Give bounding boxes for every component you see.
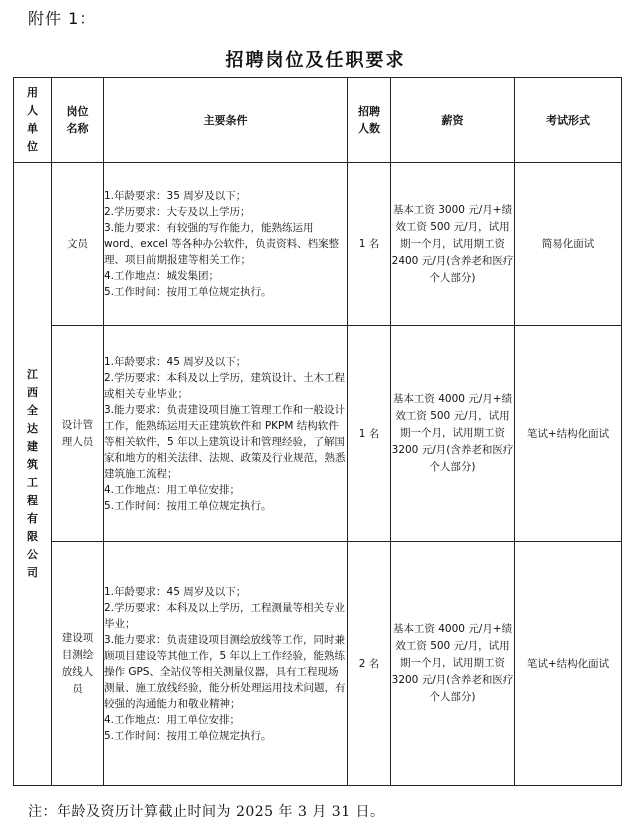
salary: 基本工资 4000 元/月+绩效工资 500 元/月，试用期一个月，试用期工资 3200 元/月(含养老和医疗个人部分) [391, 542, 515, 786]
headcount: 2 名 [348, 542, 391, 786]
header-row [14, 78, 622, 163]
requirement-line: 5.工作时间：按用工单位规定执行。 [104, 729, 272, 742]
footnote: 注：年龄及资历计算截止时间为 2025 年 3 月 31 日。 [28, 804, 385, 820]
requirement-line: 2.学历要求：大专及以上学历； [104, 206, 251, 218]
salary: 基本工资 4000 元/月+绩效工资 500 元/月，试用期一个月，试用期工资 3200 元/月(含养老和医疗个人部分) [391, 326, 515, 542]
requirement-line: 5.工作时间：按用工单位规定执行。 [104, 286, 272, 298]
requirements-cell [104, 326, 348, 542]
header-headcount [348, 78, 391, 163]
exam-format: 笔试+结构化面试 [515, 326, 622, 542]
recruitment-table [13, 77, 622, 786]
requirement-line: 4.工作地点：用工单位安排； [104, 483, 241, 496]
headcount: 1 名 [348, 163, 391, 326]
header-exam: 考试形式 [515, 78, 622, 163]
exam-format: 简易化面试 [515, 163, 622, 326]
requirement-line: 3.能力要求：负责建设项目施工管理工作和一般设计工作，能熟练运用天正建筑软件和 PKPM 结构软件等相关软件，5 年以上建筑设计和管理经验，了解国家和地方的相关法律、法规、政策及行业规范，熟悉建筑施工流程； [104, 403, 346, 480]
requirements-cell [104, 163, 348, 326]
requirement-line: 4.工作地点：用工单位安排； [104, 713, 241, 726]
requirement-line: 4.工作地点：城发集团； [104, 270, 220, 282]
requirements-cell [104, 542, 348, 786]
requirement-line: 1.年龄要求：45 周岁及以下； [104, 355, 247, 368]
position-name: 设计管理人员 [52, 326, 104, 542]
company-name: 江 西 全 达 建 筑 工 程 有 限 公 司 [27, 368, 38, 579]
exam-format: 笔试+结构化面试 [515, 542, 622, 786]
header-headcount-text: 招聘 人数 [358, 105, 380, 135]
requirement-line: 1.年龄要求：45 周岁及以下； [104, 585, 247, 598]
table-row [14, 542, 622, 786]
attachment-label: 附件 1： [28, 9, 97, 28]
position-name: 建设项目测绘放线人员 [52, 542, 104, 786]
header-unit-text: 用 人 单 位 [27, 86, 38, 153]
table-row [14, 163, 622, 326]
company-cell [14, 163, 52, 786]
requirement-line: 1.年龄要求：35 周岁及以下； [104, 190, 247, 202]
page-title: 招聘岗位及任职要求 [225, 50, 406, 71]
position-name: 文员 [52, 163, 104, 326]
header-position [52, 78, 104, 163]
requirement-line: 3.能力要求：有较强的写作能力，能熟练运用 word、excel 等各种办公软件，负责资料、档案整理、项目前期报建等相关工作； [104, 222, 340, 266]
requirement-line: 2.学历要求：本科及以上学历，建筑设计、土木工程或相关专业毕业； [104, 371, 346, 400]
header-requirements: 主要条件 [104, 78, 348, 163]
requirement-line: 5.工作时间：按用工单位规定执行。 [104, 499, 272, 512]
requirement-line: 3.能力要求：负责建设项目测绘放线等工作，同时兼顾项目建设等其他工作，5 年以上工作经验，能熟练操作 GPS、全站仪等相关测量仪器，具有工程现场测量、施工放线经验，能分析处理运用技术问题，有较强的沟通能力和敬业精神； [104, 633, 346, 710]
header-salary: 薪资 [391, 78, 515, 163]
header-position-text: 岗位 名称 [66, 105, 89, 135]
headcount: 1 名 [348, 326, 391, 542]
requirement-line: 2.学历要求：本科及以上学历，工程测量等相关专业毕业； [104, 601, 346, 630]
header-unit [14, 78, 52, 163]
salary: 基本工资 3000 元/月+绩效工资 500 元/月，试用期一个月，试用期工资 2400 元/月(含养老和医疗个人部分) [391, 163, 515, 326]
table-row [14, 326, 622, 542]
